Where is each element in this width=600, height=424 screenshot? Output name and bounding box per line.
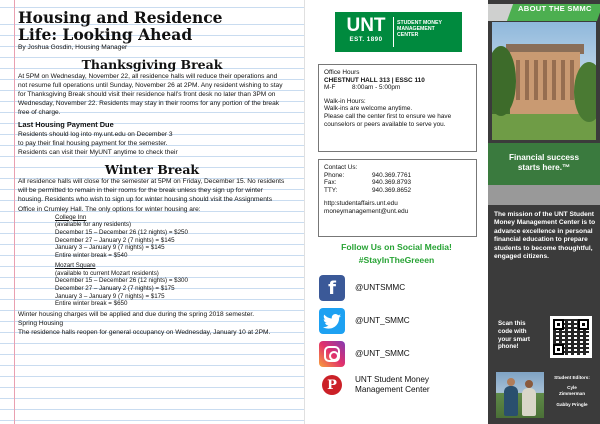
college-inn-rate-total: Entire winter break = $540 xyxy=(55,252,128,260)
walkin-label: Walk-in Hours: xyxy=(324,97,366,105)
walkin-line-1: Walk-ins are welcome anytime. xyxy=(324,105,413,113)
qr-section xyxy=(488,311,600,371)
instagram-icon xyxy=(319,341,345,367)
mozart-square-note: (available to current Mozart residents) xyxy=(55,269,159,277)
college-inn-rate-1: December 15 – December 26 (12 nights) = $250 xyxy=(55,229,188,237)
paper-margin-line xyxy=(14,0,15,424)
social-item-pinterest[interactable] xyxy=(319,372,484,398)
center-name xyxy=(397,20,459,39)
unt-smmc-logo xyxy=(335,12,462,52)
center-name-line-3: CENTER xyxy=(397,32,419,39)
tty-row xyxy=(324,187,471,195)
mozart-square-rate-1: December 15 – December 26 (12 nights) = $300 xyxy=(55,277,188,285)
article-title xyxy=(18,9,286,43)
center-name-line-1: STUDENT MONEY xyxy=(397,20,442,26)
last-payment-line-3: Residents can visit their MyUNT anytime to check their xyxy=(18,149,178,157)
center-name-line-2: MANAGEMENT xyxy=(397,26,435,33)
winter-break-heading: Winter Break xyxy=(104,162,200,178)
logo-divider xyxy=(393,17,394,47)
pinterest-handle xyxy=(355,375,430,395)
mission-statement: The mission of the UNT Student Money Management Center is to advance excellence in personal financial education to prepare students to become thoughtful, engaged citizens. xyxy=(494,211,596,261)
contact-label: Contact Us: xyxy=(324,164,358,171)
editors-label: Student Editors: xyxy=(554,375,590,380)
mozart-square-rate-total: Entire winter break = $650 xyxy=(55,300,128,308)
last-payment-heading: Last Housing Payment Due xyxy=(18,120,114,130)
scan-instructions xyxy=(498,320,542,351)
pinterest-handle-line-2: Management Center xyxy=(355,385,430,394)
divider-strip xyxy=(488,185,600,205)
thanksgiving-heading: Thanksgiving Break xyxy=(81,57,223,72)
pinterest-icon: P xyxy=(319,372,345,398)
website-link[interactable]: http:studentaffairs.unt.edu xyxy=(324,200,398,208)
article-title-line-2: Life: Looking Ahead xyxy=(18,25,193,44)
tty-number: 940.369.8652 xyxy=(372,186,412,194)
editor-2: Gabby Pringle xyxy=(556,401,588,407)
contact-box xyxy=(318,159,477,237)
pinterest-handle-line-1: UNT Student Money xyxy=(355,375,430,384)
mozart-square-name: Mozart Square xyxy=(55,261,96,269)
about-title: ABOUT THE SMMC xyxy=(518,4,592,13)
college-inn-rate-2: December 27 – January 2 (7 nights) = $145 xyxy=(55,236,175,244)
phone-number[interactable]: 940.369.7761 xyxy=(372,171,412,179)
thanksgiving-body: At 5PM on Wednesday, November 22, all residence halls will reduce their operations and not resume full operations until Sunday, November 26 at 2PM. Any resident wishing to stay for Thanksgiving Break should visit their residence hall’s front desk no later than 3PM on Wednesday, November 22. Residents may stay in their rooms for any portion of the break free of charge. xyxy=(18,73,283,117)
college-inn-rate-3: January 3 – January 9 (7 nights) = $145 xyxy=(55,244,165,252)
winter-charges-note: Winter housing charges will be applied and due during the spring 2018 semester. xyxy=(18,311,255,319)
social-title: Follow Us on Social Media! xyxy=(341,242,452,252)
campus-building-photo xyxy=(492,22,596,140)
phone-label: Phone: xyxy=(324,171,345,179)
facebook-icon: f xyxy=(319,275,345,301)
article-byline: By Joshua Gosdin, Housing Manager xyxy=(18,44,128,51)
walkin-line-3: counselors or peers available to serve you. xyxy=(324,120,446,128)
scan-line-1: Scan this xyxy=(498,320,526,327)
unt-word: UNT xyxy=(346,15,386,36)
twitter-handle: @UNT_SMMC xyxy=(355,316,410,325)
fax-number: 940.369.8793 xyxy=(372,179,412,187)
scan-line-4: phone! xyxy=(498,343,519,351)
fax-row xyxy=(324,179,471,187)
email-link[interactable]: moneymanagement@unt.edu xyxy=(324,207,409,215)
mozart-square-rate-2: December 27 – January 2 (7 nights) = $175 xyxy=(55,284,175,292)
editor-1-first: Cyle xyxy=(567,385,577,391)
student-editors xyxy=(546,375,598,408)
social-item-instagram[interactable] xyxy=(319,341,484,367)
college-inn-name: College Inn xyxy=(55,213,87,221)
tagline xyxy=(488,153,600,173)
office-hours-box xyxy=(318,64,477,152)
fax-label: Fax: xyxy=(324,179,337,187)
college-inn-options xyxy=(55,214,286,308)
editor-1-last: Zimmerman xyxy=(558,391,586,397)
student-editors-photo xyxy=(496,372,544,418)
spring-housing-body: The residence halls reopen for general occupancy on Wednesday, January 10 at 2PM. xyxy=(18,329,271,337)
social-item-facebook[interactable] xyxy=(319,275,484,301)
about-sidebar xyxy=(488,0,600,424)
social-item-twitter[interactable] xyxy=(319,308,484,334)
winter-break-body: All residence halls will close for the semester at 5PM on Friday, December 15. No residents will be permitted to remain in their rooms for the break unless they sign up for winter housing. Residents who wish to sign up for winter housing should visit the Assignments Office in Crumley Hall. The only options for winter housing are: xyxy=(18,178,285,213)
mozart-square-rate-3: January 3 – January 9 (7 nights) = $175 xyxy=(55,292,165,300)
scan-line-3: your smart xyxy=(498,335,530,343)
last-payment-line-2: to pay their final housing payment for the semester. xyxy=(18,140,168,148)
tagline-line-2: starts here.™ xyxy=(517,163,571,172)
office-location: CHESTNUT HALL 313 | ESSC 110 xyxy=(324,76,425,84)
office-hours-row xyxy=(324,84,471,92)
twitter-icon xyxy=(319,308,345,334)
qr-code-icon[interactable] xyxy=(550,316,592,358)
office-days: M-F xyxy=(324,84,336,92)
unt-wordmark xyxy=(341,15,391,44)
contact-column xyxy=(305,0,488,424)
scan-line-2: code with xyxy=(498,327,527,335)
last-payment-line-1: Residents should log into my.unt.edu on December 3 xyxy=(18,130,173,138)
tty-label: TTY: xyxy=(324,186,338,194)
unt-established: EST. 1890 xyxy=(349,36,383,43)
phone-row xyxy=(324,172,471,180)
article-title-line-1: Housing and Residence xyxy=(18,8,223,27)
instagram-handle: @UNT_SMMC xyxy=(355,349,410,358)
office-time: 8:00am - 5:00pm xyxy=(352,84,401,92)
walkin-line-2: Please call the center first to ensure we have xyxy=(324,112,452,120)
social-hashtag: #StayInTheGreeen xyxy=(358,255,435,265)
office-hours-label: Office Hours xyxy=(324,69,360,76)
college-inn-note: (available for any residents) xyxy=(55,221,132,229)
facebook-handle: @UNTSMMC xyxy=(355,283,406,292)
tagline-line-1: Financial success xyxy=(508,153,580,162)
spring-housing-heading: Spring Housing xyxy=(18,320,64,328)
